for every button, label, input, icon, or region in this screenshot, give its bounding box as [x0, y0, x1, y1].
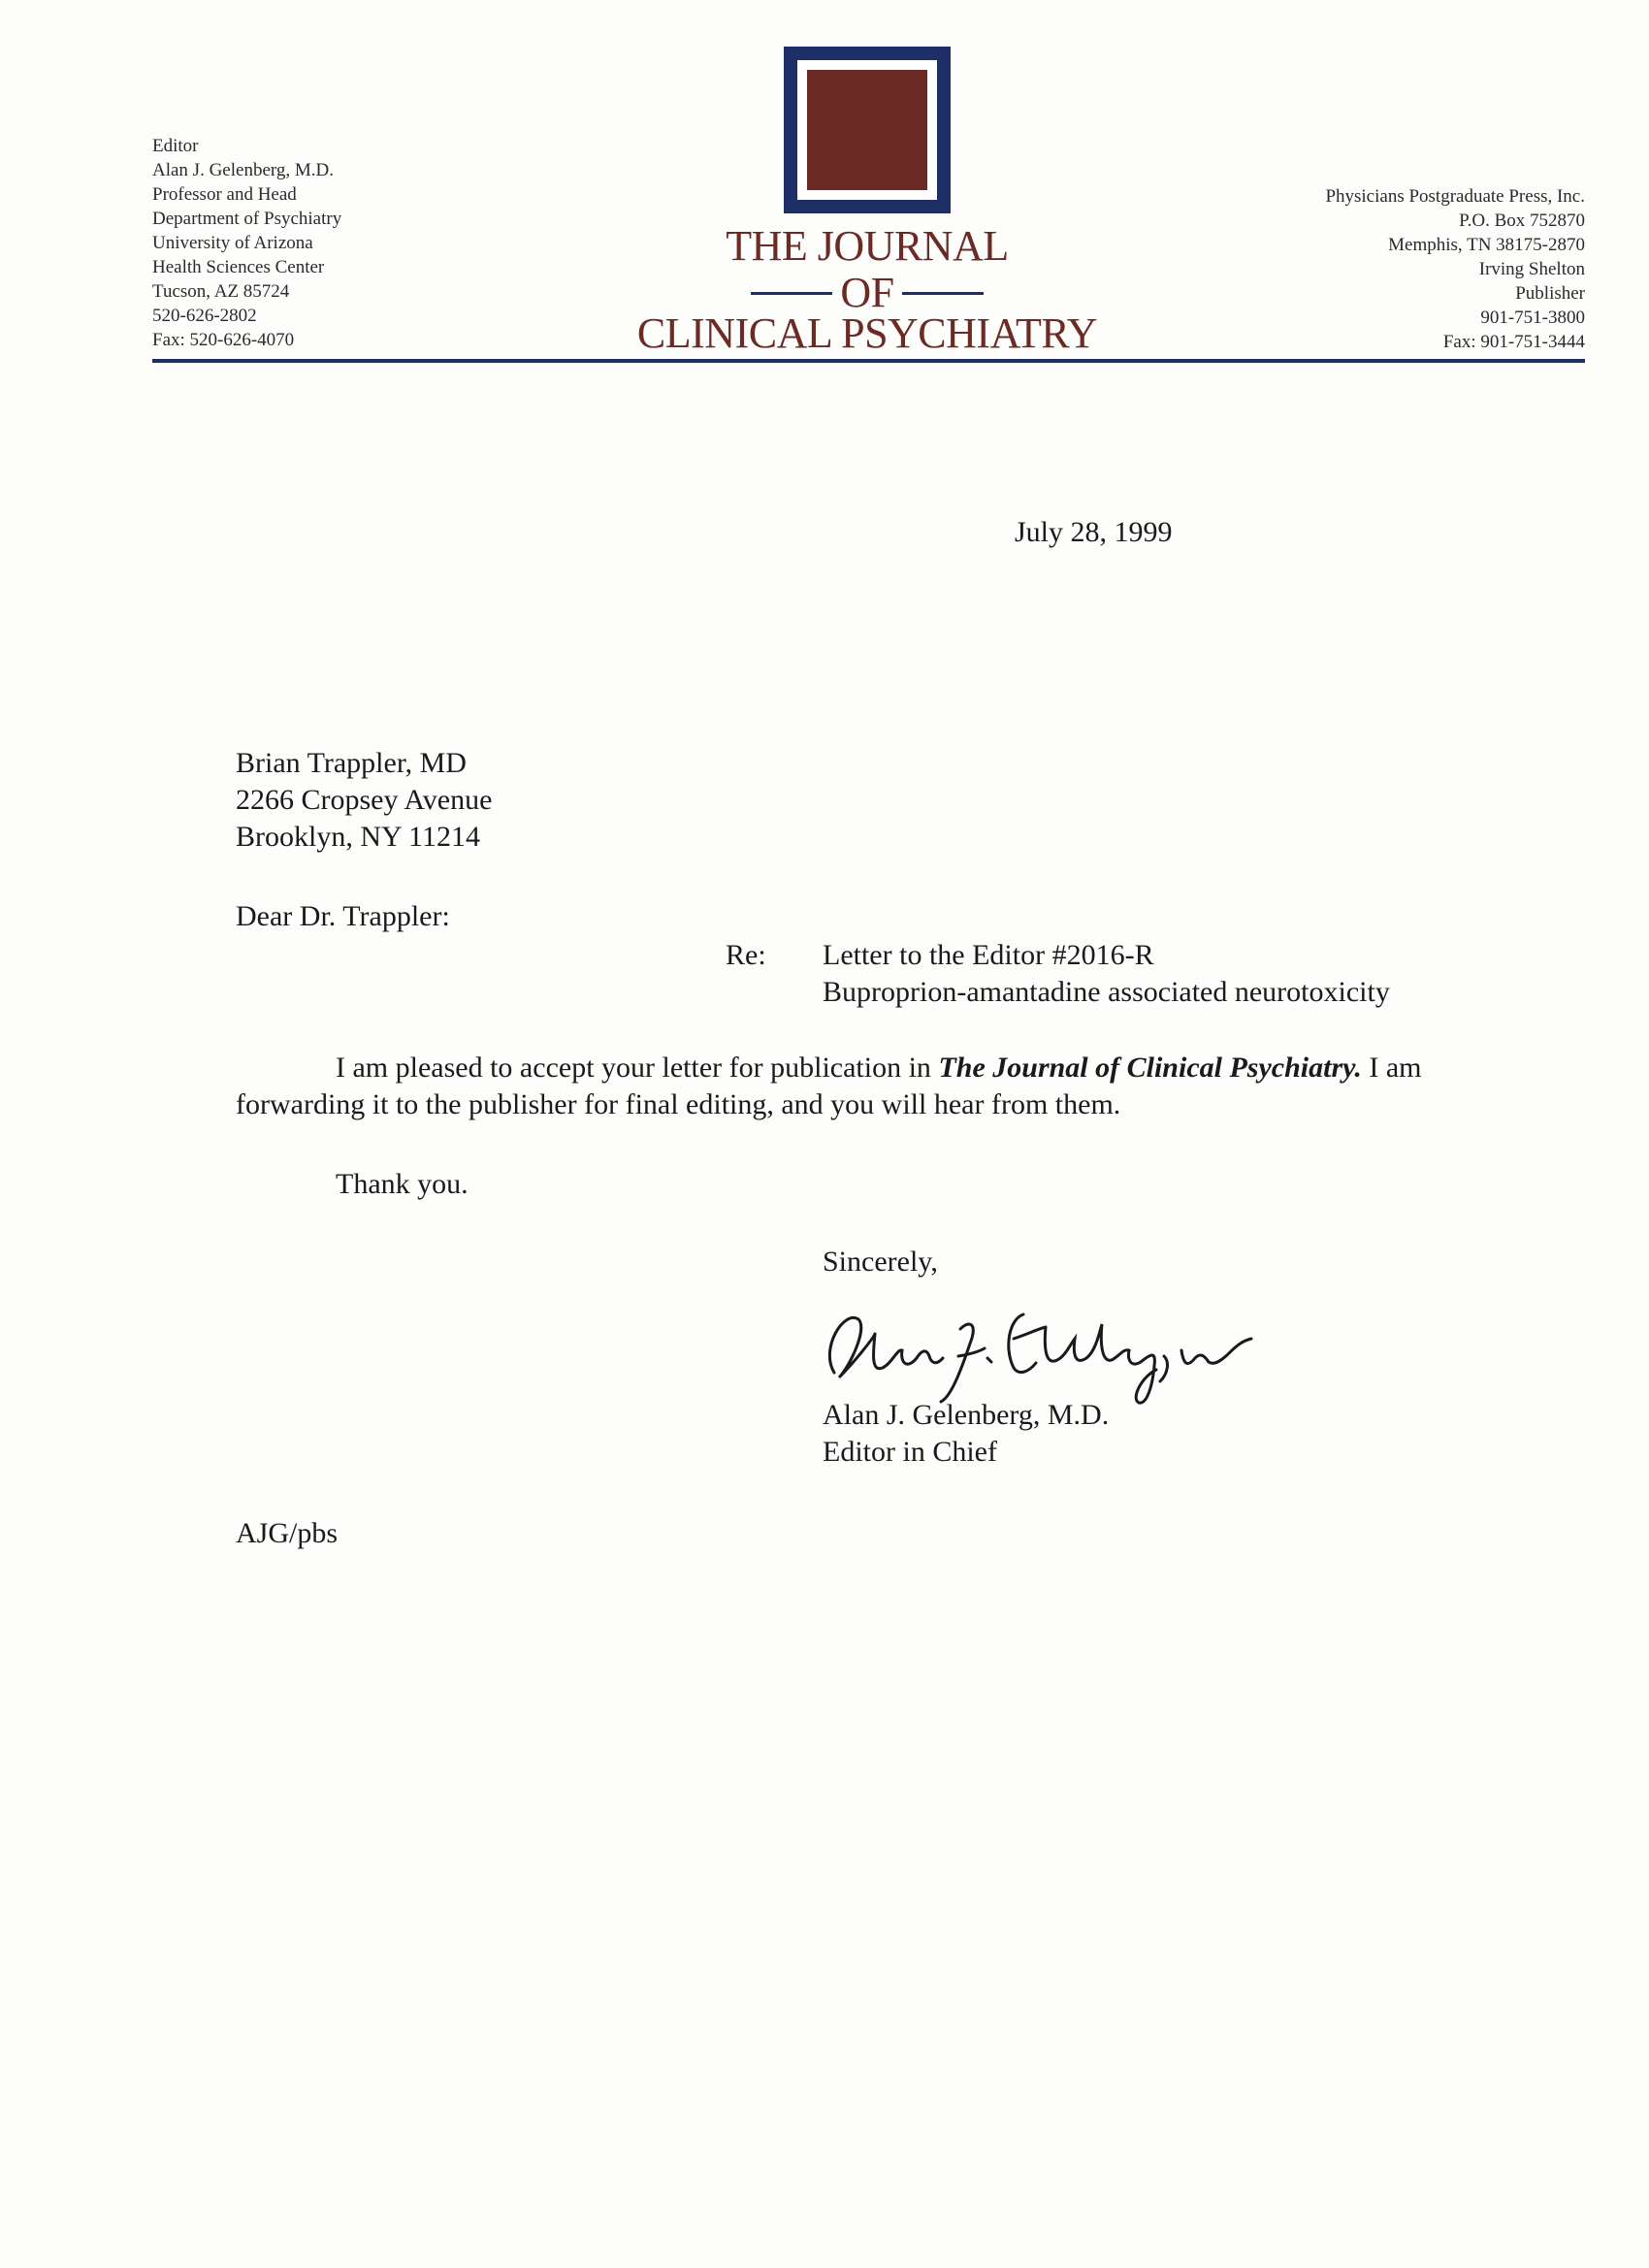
- recipient-line: 2266 Cropsey Avenue: [236, 784, 493, 816]
- paragraph-text-before: I am pleased to accept your letter for publication in: [336, 1052, 939, 1084]
- signer-title: Editor in Chief: [823, 1436, 997, 1468]
- journal-name-emphasis: The Journal of Clinical Psychiatry.: [938, 1052, 1362, 1084]
- letterhead-left-line: Professor and Head: [152, 184, 297, 205]
- letterhead-left-line: University of Arizona: [152, 233, 313, 253]
- letterhead-left-line: Alan J. Gelenberg, M.D.: [152, 160, 334, 180]
- letterhead-right-line: Irving Shelton: [1478, 259, 1585, 279]
- letterhead-right-line: Publisher: [1515, 283, 1585, 304]
- salutation: Dear Dr. Trappler:: [236, 900, 450, 932]
- letterhead-left-line: Fax: 520-626-4070: [152, 330, 295, 350]
- re-subject: [823, 937, 1390, 1011]
- letterhead-right-line: 901-751-3800: [1480, 308, 1585, 328]
- handwritten-signature-icon: [815, 1280, 1261, 1407]
- re-label: Re:: [726, 939, 766, 971]
- logo-gap: [797, 60, 937, 200]
- closing: Sincerely,: [823, 1246, 938, 1278]
- signer-name: Alan J. Gelenberg, M.D.: [823, 1399, 1110, 1431]
- letterhead-editor-block: [152, 134, 472, 352]
- letter-date: July 28, 1999: [1015, 516, 1173, 548]
- thank-you-line: Thank you.: [336, 1168, 469, 1200]
- letterhead-right-line: Fax: 901-751-3444: [1442, 332, 1585, 352]
- signer-block: [823, 1397, 1109, 1471]
- letterhead-right-line: Memphis, TN 38175-2870: [1388, 235, 1585, 255]
- title-rule-left: [751, 292, 832, 295]
- letterhead-left-line: Editor: [152, 136, 199, 156]
- journal-title-line-3: CLINICAL PSYCHIATRY: [636, 309, 1098, 357]
- letterhead-left-line: 520-626-2802: [152, 306, 257, 326]
- letterhead-right-line: P.O. Box 752870: [1459, 211, 1585, 231]
- recipient-line: Brooklyn, NY 11214: [236, 821, 480, 853]
- letterhead-right-line: Physicians Postgraduate Press, Inc.: [1325, 186, 1585, 207]
- paragraph-text-after: I am forwarding it to the publisher for final editing, and you will hear from them.: [236, 1052, 1422, 1120]
- journal-logo-icon: [784, 47, 951, 213]
- recipient-line: Brian Trappler, MD: [236, 747, 467, 779]
- title-rule-right: [902, 292, 984, 295]
- typist-initials: AJG/pbs: [236, 1517, 339, 1549]
- journal-title-line-1: THE JOURNAL: [726, 222, 1009, 270]
- journal-title-of: OF: [840, 269, 894, 316]
- re-line: Letter to the Editor #2016-R: [823, 939, 1154, 971]
- letterhead-divider: [152, 359, 1585, 363]
- re-line: Buproprion-amantadine associated neurotoxicity: [823, 976, 1390, 1008]
- body-paragraph: [236, 1050, 1526, 1123]
- recipient-address: [236, 745, 492, 856]
- letterhead-left-line: Tucson, AZ 85724: [152, 281, 290, 302]
- letterhead-left-line: Health Sciences Center: [152, 257, 325, 277]
- letterhead-publisher-block: [1178, 184, 1585, 354]
- logo-inner-square: [807, 70, 927, 190]
- letterhead-left-line: Department of Psychiatry: [152, 209, 342, 229]
